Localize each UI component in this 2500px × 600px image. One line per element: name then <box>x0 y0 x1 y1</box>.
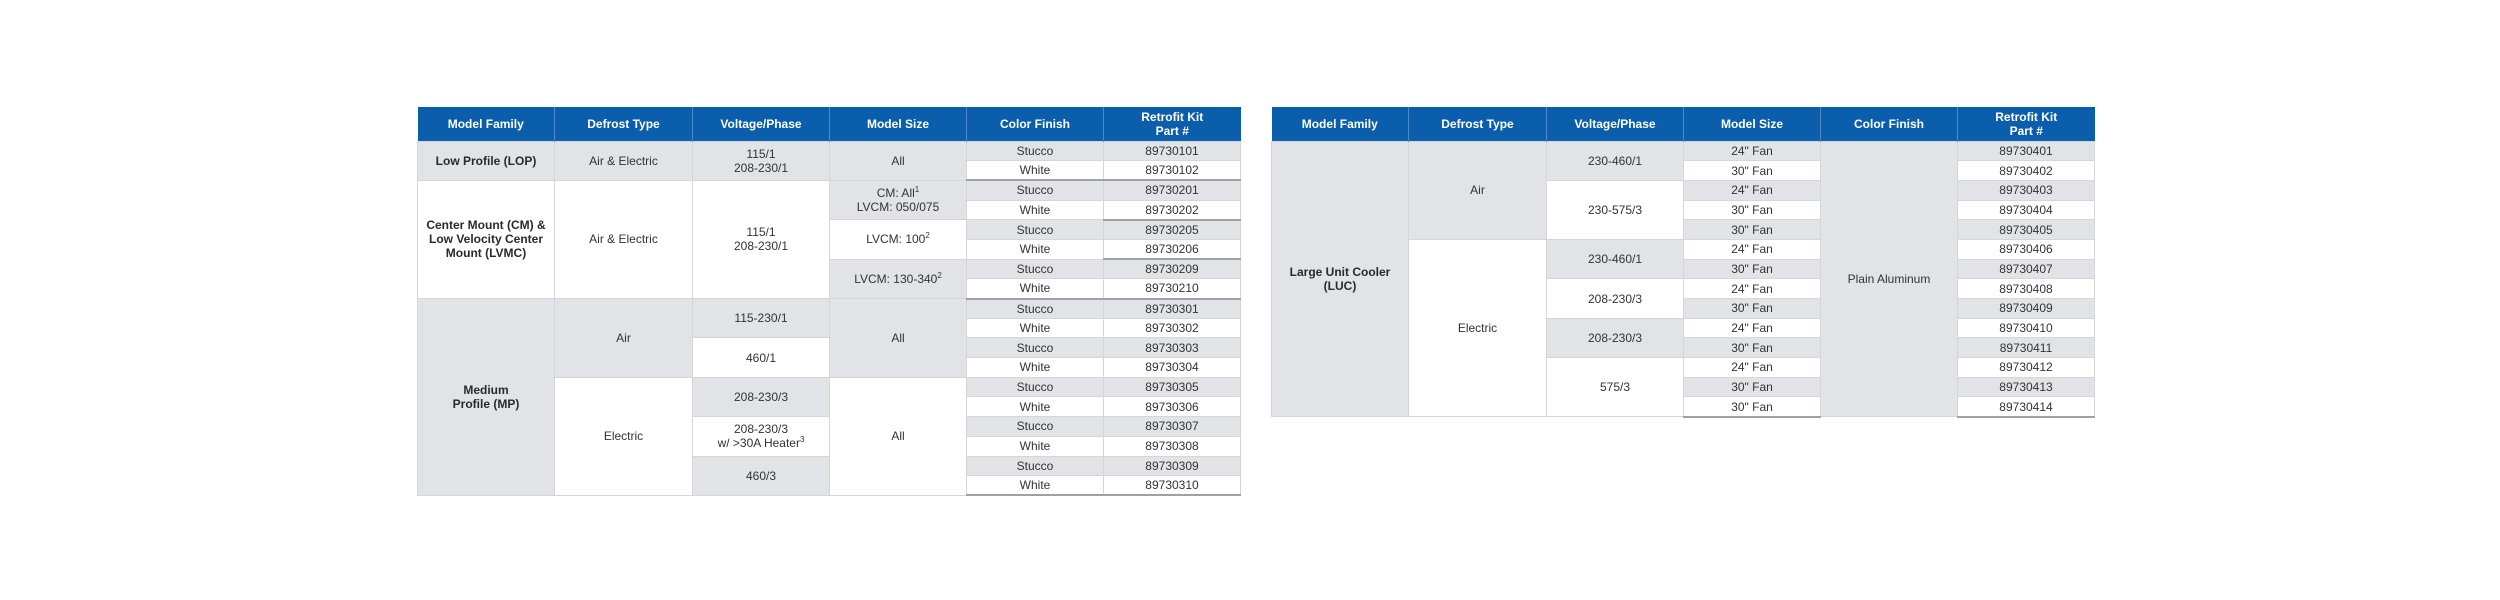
model-size-cell: All <box>830 377 967 495</box>
part-number-cell: 89730202 <box>1104 200 1241 220</box>
part-number-cell: 89730309 <box>1104 456 1241 476</box>
color-finish-cell: White <box>967 358 1104 378</box>
defrost-type-cell: Air <box>555 299 693 378</box>
header-row <box>418 107 1241 141</box>
voltage-phase-cell: 115-230/1 <box>693 299 830 338</box>
header-voltage-phase: Voltage/Phase <box>693 107 830 141</box>
color-finish-cell: White <box>967 161 1104 181</box>
model-family-cell: Large Unit Cooler (LUC) <box>1272 141 1409 417</box>
model-size-cell: 30" Fan <box>1684 377 1821 397</box>
model-size-cell: 30" Fan <box>1684 397 1821 417</box>
retrofit-table-left <box>417 107 1241 496</box>
part-number-cell: 89730304 <box>1104 358 1241 378</box>
voltage-phase-cell: 575/3 <box>1547 358 1684 417</box>
model-family-cell: Medium Profile (MP) <box>418 299 555 496</box>
model-size-cell: CM: All$^1$ LVCM: 050/075 <box>830 180 967 219</box>
header-retrofit-kit: Retrofit Kit Part # <box>1104 107 1241 141</box>
defrost-type-cell: Air <box>1409 141 1547 239</box>
part-number-cell: 89730102 <box>1104 161 1241 181</box>
header-defrost-type: Defrost Type <box>1409 107 1547 141</box>
part-number-cell: 89730206 <box>1104 239 1241 259</box>
color-finish-cell: Stucco <box>967 259 1104 279</box>
model-size-cell: LVCM: $130-340^2$ <box>830 259 967 298</box>
part-number-cell: 89730408 <box>1958 279 2095 299</box>
defrost-type-cell: Air & Electric <box>555 141 693 180</box>
part-number-cell: 89730412 <box>1958 358 2095 378</box>
part-number-cell: 89730402 <box>1958 161 2095 181</box>
model-size-cell: 30" Fan <box>1684 338 1821 358</box>
table-row <box>1272 141 2095 161</box>
model-size-cell: 24" Fan <box>1684 141 1821 161</box>
table-row <box>418 180 1241 200</box>
color-finish-cell: Stucco <box>967 141 1104 161</box>
color-finish-cell: White <box>967 200 1104 220</box>
voltage-phase-cell: 208-230/3 w/ >30A Heater$^3$ <box>693 417 830 456</box>
part-number-cell: 89730205 <box>1104 220 1241 240</box>
voltage-phase-cell: 230-575/3 <box>1547 180 1684 239</box>
right-table <box>1271 107 2095 418</box>
header-color-finish: Color Finish <box>1821 107 1958 141</box>
model-size-cell: 30" Fan <box>1684 161 1821 181</box>
part-number-cell: 89730101 <box>1104 141 1241 161</box>
color-finish-cell: Stucco <box>967 417 1104 437</box>
voltage-phase-cell: 460/3 <box>693 456 830 495</box>
model-size-cell: 30" Fan <box>1684 200 1821 220</box>
part-number-cell: 89730201 <box>1104 180 1241 200</box>
voltage-phase-cell: 460/1 <box>693 338 830 377</box>
voltage-phase-cell: 208-230/3 <box>1547 279 1684 318</box>
part-number-cell: 89730302 <box>1104 318 1241 338</box>
voltage-phase-cell: 115/1 208-230/1 <box>693 141 830 180</box>
color-finish-cell: Stucco <box>967 180 1104 200</box>
header-defrost-type: Defrost Type <box>555 107 693 141</box>
part-number-cell: 89730406 <box>1958 239 2095 259</box>
color-finish-cell: Plain Aluminum <box>1821 141 1958 417</box>
table-row <box>418 141 1241 161</box>
model-family-cell: Center Mount (CM) & Low Velocity Center Mount (LVMC) <box>418 180 555 298</box>
part-number-cell: 89730409 <box>1958 299 2095 319</box>
defrost-type-cell: Air & Electric <box>555 180 693 298</box>
header-model-size: Model Size <box>1684 107 1821 141</box>
part-number-cell: 89730407 <box>1958 259 2095 279</box>
model-size-cell: 30" Fan <box>1684 220 1821 240</box>
model-family-cell: Low Profile (LOP) <box>418 141 555 180</box>
voltage-phase-cell: 230-460/1 <box>1547 239 1684 278</box>
part-number-cell: 89730411 <box>1958 338 2095 358</box>
header-model-family: Model Family <box>1272 107 1409 141</box>
part-number-cell: 89730306 <box>1104 397 1241 417</box>
part-number-cell: 89730303 <box>1104 338 1241 358</box>
model-size-cell: 24" Fan <box>1684 279 1821 299</box>
header-voltage-phase: Voltage/Phase <box>1547 107 1684 141</box>
header-row <box>1272 107 2095 141</box>
part-number-cell: 89730308 <box>1104 436 1241 456</box>
defrost-type-cell: Electric <box>1409 239 1547 416</box>
header-model-size: Model Size <box>830 107 967 141</box>
voltage-phase-cell: 115/1 208-230/1 <box>693 180 830 298</box>
voltage-phase-cell: 208-230/3 <box>693 377 830 416</box>
color-finish-cell: Stucco <box>967 299 1104 319</box>
color-finish-cell: White <box>967 279 1104 299</box>
header-retrofit-kit: Retrofit Kit Part # <box>1958 107 2095 141</box>
part-number-cell: 89730307 <box>1104 417 1241 437</box>
color-finish-cell: White <box>967 476 1104 496</box>
header-color-finish: Color Finish <box>967 107 1104 141</box>
model-size-cell: 24" Fan <box>1684 318 1821 338</box>
retrofit-table-right <box>1271 107 2095 418</box>
part-number-cell: 89730405 <box>1958 220 2095 240</box>
model-size-cell: 24" Fan <box>1684 358 1821 378</box>
part-number-cell: 89730305 <box>1104 377 1241 397</box>
color-finish-cell: White <box>967 318 1104 338</box>
model-size-cell: 30" Fan <box>1684 259 1821 279</box>
part-number-cell: 89730413 <box>1958 377 2095 397</box>
color-finish-cell: White <box>967 239 1104 259</box>
left-table <box>417 107 1241 496</box>
part-number-cell: 89730403 <box>1958 180 2095 200</box>
header-model-family: Model Family <box>418 107 555 141</box>
model-size-cell: All <box>830 299 967 378</box>
part-number-cell: 89730404 <box>1958 200 2095 220</box>
color-finish-cell: Stucco <box>967 456 1104 476</box>
model-size-cell: LVCM: $100^2$ <box>830 220 967 259</box>
part-number-cell: 89730210 <box>1104 279 1241 299</box>
table-row <box>418 299 1241 319</box>
model-size-cell: 24" Fan <box>1684 239 1821 259</box>
color-finish-cell: Stucco <box>967 377 1104 397</box>
color-finish-cell: Stucco <box>967 220 1104 240</box>
voltage-phase-cell: 208-230/3 <box>1547 318 1684 357</box>
model-size-cell: 30" Fan <box>1684 299 1821 319</box>
part-number-cell: 89730414 <box>1958 397 2095 417</box>
color-finish-cell: White <box>967 397 1104 417</box>
model-size-cell: All <box>830 141 967 180</box>
part-number-cell: 89730310 <box>1104 476 1241 496</box>
defrost-type-cell: Electric <box>555 377 693 495</box>
part-number-cell: 89730401 <box>1958 141 2095 161</box>
voltage-phase-cell: 230-460/1 <box>1547 141 1684 180</box>
part-number-cell: 89730209 <box>1104 259 1241 279</box>
color-finish-cell: White <box>967 436 1104 456</box>
part-number-cell: 89730410 <box>1958 318 2095 338</box>
model-size-cell: 24" Fan <box>1684 180 1821 200</box>
color-finish-cell: Stucco <box>967 338 1104 358</box>
part-number-cell: 89730301 <box>1104 299 1241 319</box>
